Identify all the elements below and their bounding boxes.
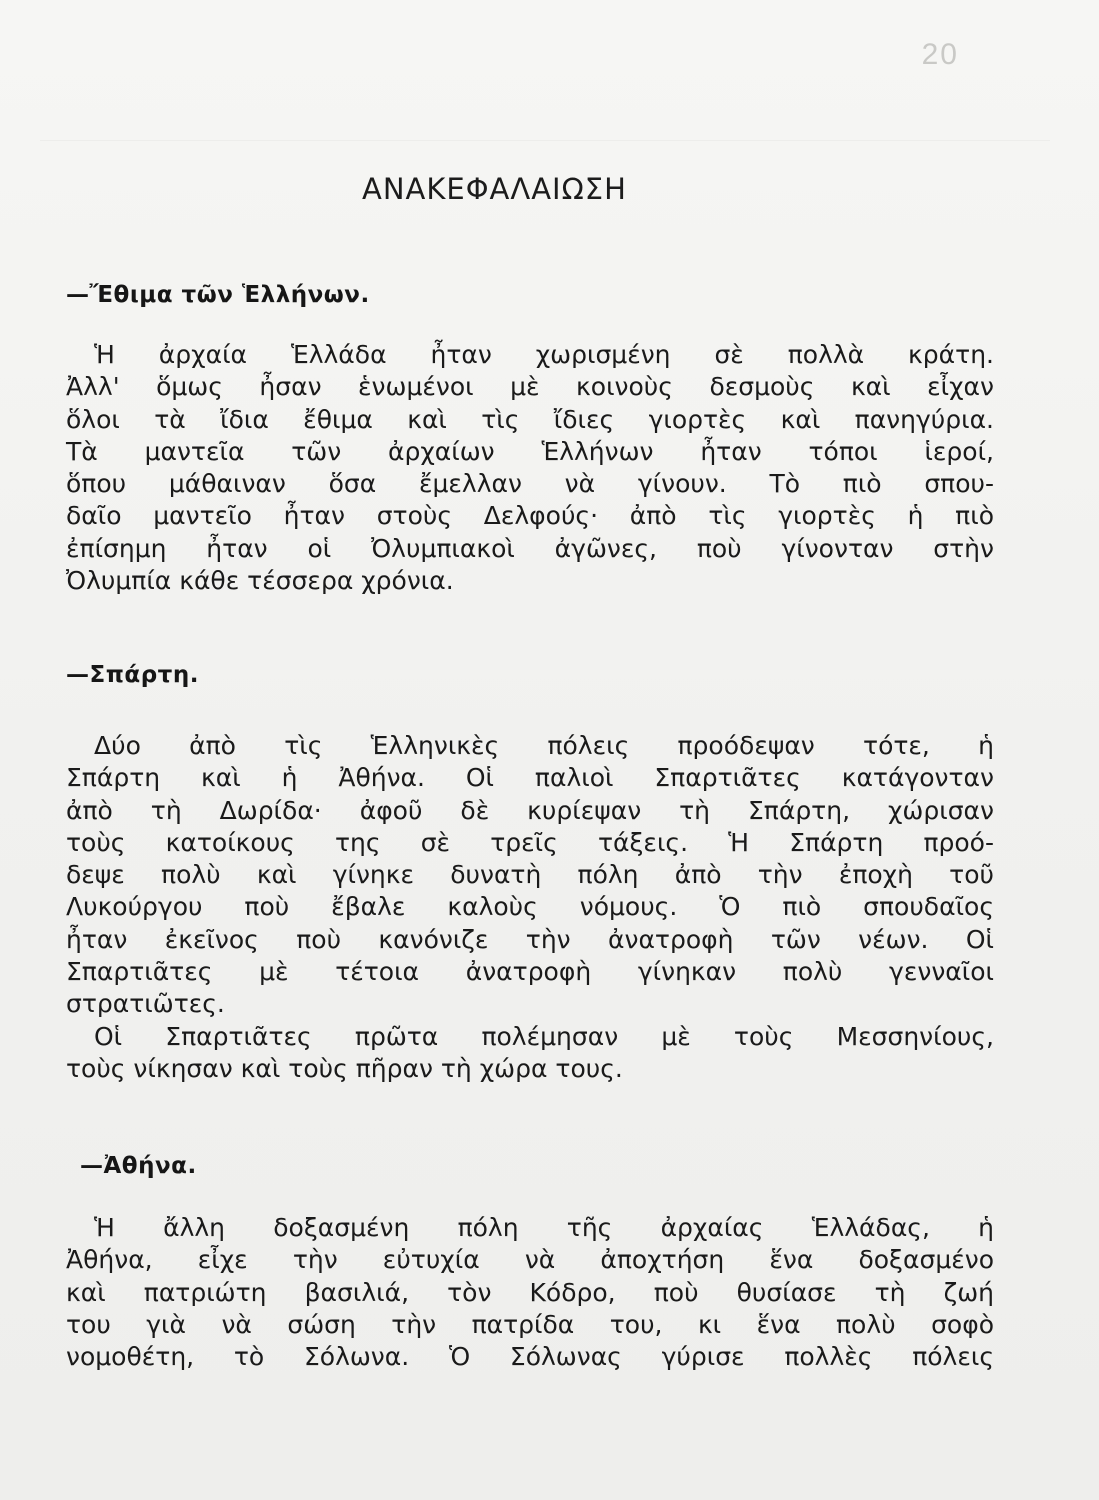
text-line: Ἀθήνα, εἶχε τὴν εὐτυχία νὰ ἀποχτήση ἕνα δοξασμένο [66, 1245, 994, 1275]
text-line: καὶ πατριώτη βασιλιά, τὸν Κόδρο, ποὺ θυσίασε τὴ ζωή [66, 1277, 994, 1307]
page-title: ΑΝΑΚΕΦΑΛΑΙΩΣΗ [362, 172, 627, 206]
text-line: τοὺς κατοίκους της σὲ τρεῖς τάξεις. Ἡ Σπάρτη προό- [66, 827, 994, 857]
text-line: Ἀλλ' ὅμως ἦσαν ἑνωμένοι μὲ κοινοὺς δεσμοὺς καὶ εἶχαν [66, 372, 994, 402]
text-line: στρατιῶτες. [66, 989, 225, 1019]
text-line: ὅλοι τὰ ἴδια ἔθιμα καὶ τὶς ἴδιες γιορτὲς καὶ πανηγύρια. [66, 404, 994, 434]
text-line: ὅπου μάθαιναν ὅσα ἔμελλαν νὰ γίνουν. Τὸ πιὸ σπου- [66, 469, 994, 499]
text-line: ἐπίσημη ἦταν οἱ Ὀλυμπιακοὶ ἀγῶνες, ποὺ γίνονταν στὴν [66, 533, 994, 563]
text-line: Δύο ἀπὸ τὶς Ἑλληνικὲς πόλεις προόδεψαν τότε, ἡ [94, 731, 994, 760]
text-line: τοὺς νίκησαν καὶ τοὺς πῆραν τὴ χώρα τους. [66, 1054, 623, 1084]
text-line: δαῖο μαντεῖο ἦταν στοὺς Δελφούς· ἀπὸ τὶς γιορτὲς ἡ πιὸ [66, 501, 994, 531]
show-through-texture [40, 110, 1050, 141]
text-line: ἀπὸ τὴ Δωρίδα· ἀφοῦ δὲ κυρίεψαν τὴ Σπάρτη, χώρισαν [66, 795, 994, 825]
paragraph-customs [66, 339, 994, 597]
text-line: του γιὰ νὰ σώση τὴν πατρίδα του, κι ἕνα πολὺ σοφὸ [66, 1309, 994, 1339]
paragraph-sparta [66, 730, 994, 1021]
text-line: δεψε πολὺ καὶ γίνηκε δυνατὴ πόλη ἀπὸ τὴν ἐποχὴ τοῦ [66, 860, 994, 890]
section-heading-sparta: —Σπάρτη. [66, 662, 199, 688]
text-line: Ὀλυμπία κάθε τέσσερα χρόνια. [66, 566, 454, 596]
page-number: 20 [921, 38, 959, 71]
paragraph-sparta-messenians [66, 1021, 994, 1086]
section-heading-customs: —Ἔθιμα τῶν Ἑλλήνων. [66, 282, 370, 308]
text-line: Τὰ μαντεῖα τῶν ἀρχαίων Ἑλλήνων ἦταν τόποι ἱεροί, [66, 436, 994, 466]
section-heading-athens: —Ἀθήνα. [80, 1153, 197, 1179]
text-line: Ἡ ἀρχαία Ἑλλάδα ἦταν χωρισμένη σὲ πολλὰ κράτη. [94, 340, 994, 369]
text-line: ἦταν ἐκεῖνος ποὺ κανόνιζε τὴν ἀνατροφὴ τῶν νέων. Οἱ [66, 924, 994, 954]
text-line: Σπαρτιᾶτες μὲ τέτοια ἀνατροφὴ γίνηκαν πολὺ γενναῖοι [66, 957, 994, 987]
text-line: Οἱ Σπαρτιᾶτες πρῶτα πολέμησαν μὲ τοὺς Μεσσηνίους, [94, 1022, 994, 1051]
text-line: Ἡ ἄλλη δοξασμένη πόλη τῆς ἀρχαίας Ἑλλάδας, ἡ [94, 1213, 994, 1242]
paragraph-athens [66, 1212, 994, 1373]
text-line: νομοθέτη, τὸ Σόλωνα. Ὁ Σόλωνας γύρισε πολλὲς πόλεις [66, 1342, 994, 1372]
text-line: Σπάρτη καὶ ἡ Ἀθήνα. Οἱ παλιοὶ Σπαρτιᾶτες κατάγονταν [66, 763, 994, 793]
text-line: Λυκούργου ποὺ ἔβαλε καλοὺς νόμους. Ὁ πιὸ σπουδαῖος [66, 892, 994, 922]
